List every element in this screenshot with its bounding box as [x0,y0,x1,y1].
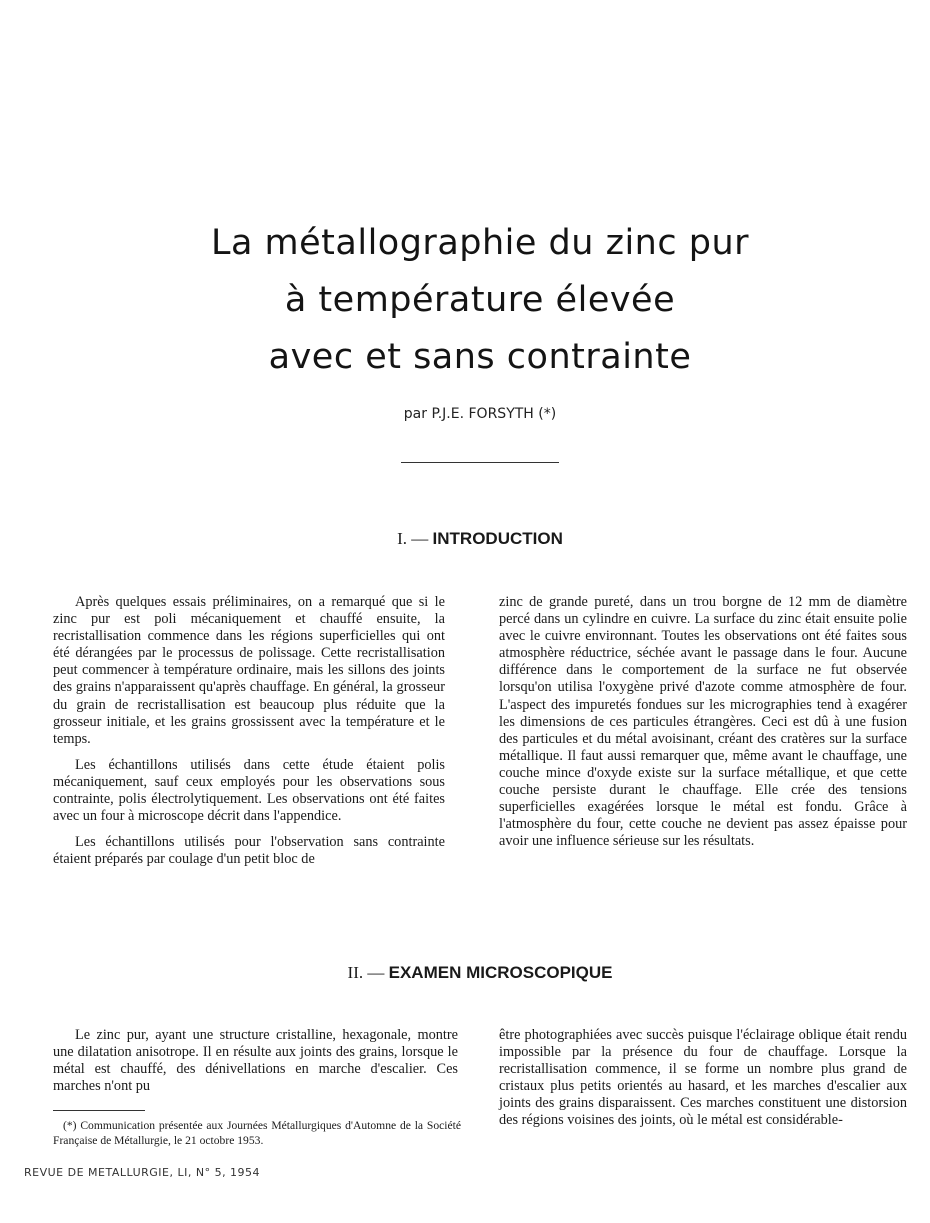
paragraph: Les échantillons utilisés dans cette étude étaient polis mécaniquement, sauf ceux employés pour les observations sous contrainte, polis électrolytiquement. Les observations ont été faites avec un four à microscope décrit dans l'appendice. [53,756,445,825]
intro-left-column [53,594,445,877]
section-heading-introduction [0,529,930,549]
paragraph: Après quelques essais préliminaires, on a remarqué que si le zinc pur est poli mécaniquement et chauffé ensuite, la recristallisation commence dans les régions superficielles qui ont été dérangées par le processus de polissage. Cette recristallisation peut commencer à température ordinaire, mais les sillons des joints des grains n'apparaissent qu'après chauffage. En général, la grosseur du grain de recristallisation est beaucoup plus réduite que la grosseur initiale, et les grains grossissent avec la température et le temps. [53,594,445,747]
paragraph: Les échantillons utilisés pour l'observation sans contrainte étaient préparés par coulage d'un petit bloc de [53,834,445,868]
author-byline: par P.J.E. FORSYTH (*) [403,406,557,422]
exam-left-column [53,1027,458,1104]
section-title: EXAMEN MICROSCOPIQUE [388,963,613,982]
title-line-3: avec et sans contrainte [268,337,692,377]
section-heading-examen [0,963,930,983]
footnote [53,1118,461,1148]
paragraph: être photographiées avec succès puisque l'éclairage oblique était rendu impossible par la présence du four de chauffage. Lorsque la recristallisation commence, il se forme un nombre plus grand de cristaux plus petits orientés au hasard, et les marches d'escalier aux joints des grains disparaissent. Ces marches constituent une distorsion des régions voisines des joints, où le métal est considérable- [499,1027,907,1129]
footnote-divider [53,1110,145,1111]
article-title [0,215,930,386]
journal-reference: REVUE DE METALLURGIE, LI, N° 5, 1954 [24,1166,261,1179]
paragraph: Le zinc pur, ayant une structure cristalline, hexagonale, montre une dilatation anisotrope. Il en résulte aux joints des grains, lorsque le métal est chauffé, des dénivellations en marche d'escalier. Ces marches n'ont pu [53,1027,458,1095]
title-line-1: La métallographie du zinc pur [210,223,750,263]
intro-right-column [499,594,907,859]
footnote-text: (*) Communication présentée aux Journées Métallurgiques d'Automne de la Société Française de Métallurgie, le 21 octobre 1953. [53,1119,461,1147]
section-title: INTRODUCTION [432,529,563,548]
title-line-2: à température élevée [284,280,676,320]
paragraph: zinc de grande pureté, dans un trou borgne de 12 mm de diamètre percé dans un cylindre en cuivre. La surface du zinc était ensuite polie avec le cuivre environnant. Toutes les observations ont été faites sous atmosphère réductrice, séchée avant le passage dans le four. Aucune différence dans le comportement de la surface ne fut observée lorsqu'on utilisa l'oxygène privé d'azote comme atmosphère de four. L'aspect des impuretés fondues sur les micrographies tend à exagérer les dimensions de ces particules étrangères. Ceci est dû à une fusion des particules et du métal avoisinant, créant des cratères sur la surface métallique. Il faut aussi remarquer que, même avant le chauffage, une couche mince d'oxyde existe sur la surface métallique, et que cette couche persiste durant le chauffage. Elle crée des tensions superficielles exagérées lorsque le métal est fondu. Grâce à l'atmosphère du four, cette couche ne devient pas assez épaisse pour avoir une influence sérieuse sur les résultats. [499,594,907,850]
section-number: I. — [397,529,429,548]
section-number: II. — [347,963,385,982]
exam-right-column [499,1027,907,1139]
title-divider [401,462,559,463]
